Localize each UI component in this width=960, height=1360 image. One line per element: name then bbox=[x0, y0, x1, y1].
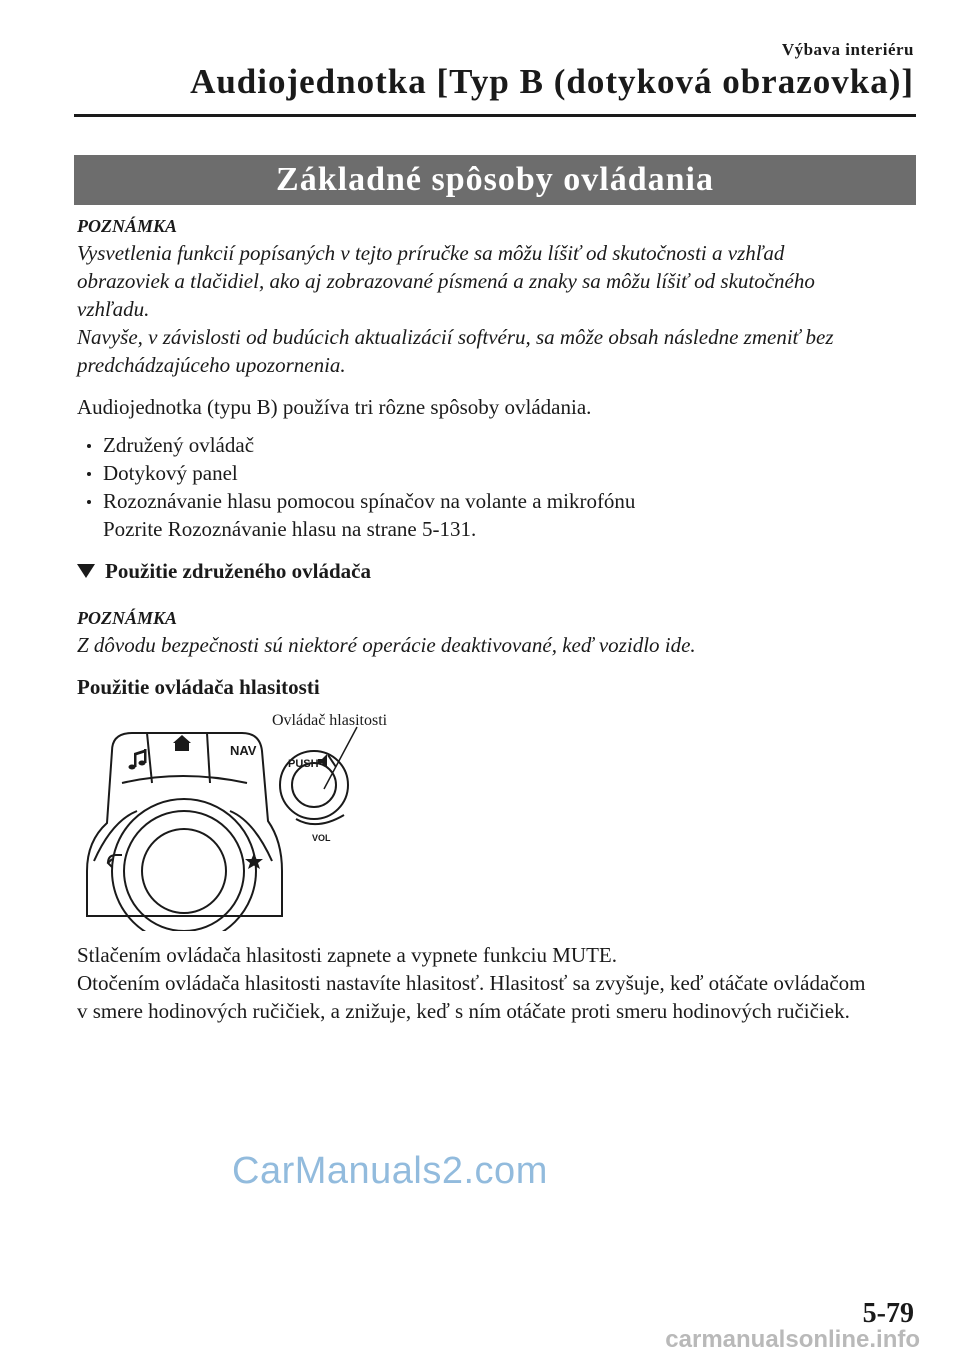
page-number: 5-79 bbox=[862, 1298, 914, 1329]
bullet-icon bbox=[87, 472, 91, 476]
triangle-marker-icon bbox=[77, 564, 95, 578]
header-title: Audiojednotka [Typ B (dotyková obrazovka)] bbox=[190, 62, 914, 101]
subsection-heading-text: Použitie združeného ovládača bbox=[105, 559, 371, 583]
footer-site-label: carmanualsonline.info bbox=[665, 1326, 920, 1353]
note-line: vzhľadu. bbox=[77, 297, 150, 321]
volume-heading: Použitie ovládača hlasitosti bbox=[77, 675, 320, 699]
commander-knob-center bbox=[142, 829, 226, 913]
note-label: POZNÁMKA bbox=[77, 608, 178, 628]
body-line: Otočením ovládača hlasitosti nastavíte hlasitosť. Hlasitosť sa zvyšuje, keď otáčate ovládačom bbox=[77, 971, 866, 995]
list-item-label: Dotykový panel bbox=[103, 461, 238, 485]
commander-knob-figure bbox=[82, 711, 442, 931]
note-line: Vysvetlenia funkcií popísaných v tejto príručke sa môžu líšiť od skutočnosti a vzhľad bbox=[77, 241, 785, 265]
body-line: Stlačením ovládača hlasitosti zapnete a vypnete funkciu MUTE. bbox=[77, 943, 617, 967]
note-line: obrazoviek a tlačidiel, ako aj zobrazované písmená a znaky sa môžu líšiť od skutočného bbox=[77, 269, 815, 293]
header-section-label: Výbava interiéru bbox=[781, 40, 914, 59]
back-arrow-icon bbox=[108, 855, 122, 867]
watermark-logo: CarManuals2.com bbox=[232, 1150, 548, 1192]
note-line: predchádzajúceho upozornenia. bbox=[77, 353, 346, 377]
home-icon bbox=[173, 735, 191, 751]
section-banner: Základné spôsoby ovládania bbox=[74, 155, 916, 205]
intro-paragraph: Audiojednotka (typu B) používa tri rôzne spôsoby ovládania. bbox=[77, 395, 592, 419]
commander-knob-illustration bbox=[82, 711, 442, 931]
star-icon bbox=[245, 853, 263, 869]
vol-label: VOL bbox=[312, 833, 331, 843]
nav-label: NAV bbox=[230, 743, 257, 758]
list-item-label: Rozoznávanie hlasu pomocou spínačov na volante a mikrofónu bbox=[103, 489, 636, 513]
list-item bbox=[77, 487, 917, 515]
list-item-label: Združený ovládač bbox=[103, 433, 255, 457]
figure-callout-label: Ovládač hlasitosti bbox=[272, 712, 388, 729]
page-content bbox=[77, 207, 917, 1025]
body-line: v smere hodinových ručičiek, a znižuje, keď s ním otáčate proti smeru hodinových ručičiek. bbox=[77, 999, 850, 1023]
page-reference: Pozrite Rozoznávanie hlasu na strane 5-131. bbox=[103, 517, 477, 541]
header-divider bbox=[74, 114, 916, 117]
commander-knob-outer bbox=[112, 799, 256, 931]
subsection-heading bbox=[77, 557, 917, 585]
push-label: PUSH bbox=[288, 758, 319, 770]
methods-list bbox=[77, 431, 917, 515]
note-line: Navyše, v závislosti od budúcich aktualizácií softvéru, sa môže obsah následne zmeniť bez bbox=[77, 325, 834, 349]
list-item bbox=[77, 459, 917, 487]
note-label: POZNÁMKA bbox=[77, 216, 178, 236]
bullet-icon bbox=[87, 444, 91, 448]
music-note-icon bbox=[129, 749, 147, 770]
bullet-icon bbox=[87, 500, 91, 504]
note-line: Z dôvodu bezpečnosti sú niektoré operácie deaktivované, keď vozidlo ide. bbox=[77, 633, 696, 657]
list-item bbox=[77, 431, 917, 459]
